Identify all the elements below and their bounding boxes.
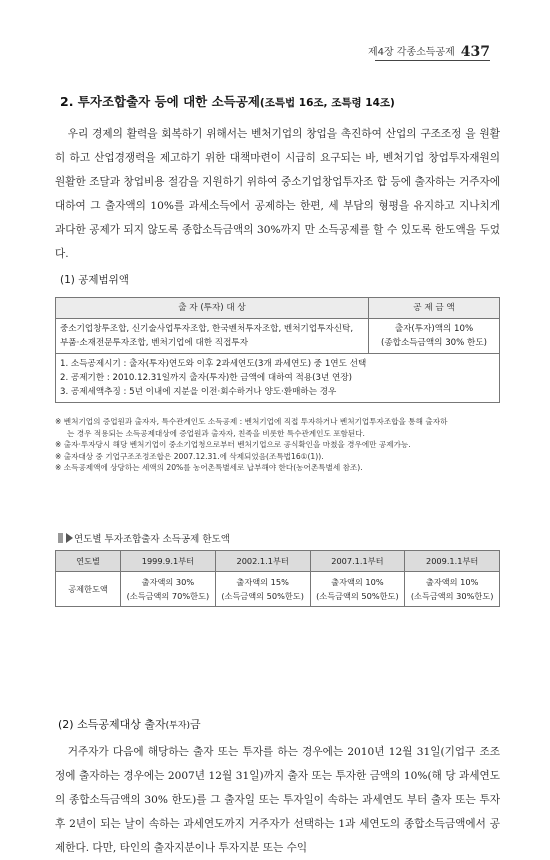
rate-text: 출자액의 30%: [141, 577, 195, 587]
table-row: [56, 354, 500, 403]
body-line: 조조정에 출자하는 경우에는 2007년 12월 31일)까지 출자 또는 투자한 금액의 10%(해: [55, 746, 500, 782]
bar-icon: [58, 533, 63, 543]
limit-text: (소득금액의 30%한도): [410, 591, 494, 601]
table-header-row: [56, 551, 500, 572]
col-header: 1999.9.1부터: [121, 551, 216, 572]
condition-item: 2. 공제기한 : 2010.12.31일까지 출자(투자)한 금액에 대하여 적용(3년 연장): [60, 373, 352, 383]
notes-block: [55, 416, 505, 474]
rate-text: 출자액의 15%: [236, 577, 289, 587]
section-title: [60, 92, 395, 110]
note-item: ※ 출자대상 중 기업구조조정조합은 2007.12.31.에 삭제되었음(조특법16①(1)).: [55, 451, 324, 461]
section-law-reference: (조특법 16조, 조특령 14조): [259, 97, 395, 109]
limit-cell: [310, 572, 405, 607]
limit-text: (소득금액의 50%한도): [316, 591, 399, 601]
intro-line: 부담의 형평을 유지하고 지나치게 과다한 공제가 되지 않도록 종합소득금액의 30%까지: [55, 200, 501, 236]
conditions-cell: [56, 354, 500, 403]
section2-title-text: (2) 소득공제대상 출자: [58, 718, 166, 731]
note-item: ※ 소득공제액에 상당하는 세액의 20%를 농어촌특별세로 납부해야 한다(농어촌특별세 참조).: [55, 463, 363, 472]
col-header: 2002.1.1부터: [215, 551, 310, 572]
amount-rate: 출자(투자)액의 10%: [394, 324, 474, 334]
limit-cell: [215, 572, 310, 607]
col-header: 연도별: [56, 551, 121, 572]
note-item: 는 경우 적용되는 소득공제대상에 증업원과 출자자, 친족을 비롯한 특수관계인도 포함된다.: [67, 428, 365, 438]
condition-item: 1. 소득공제시기 : 출자(투자)연도와 이후 2과세연도(3개 과세연도) 중 1연도 선택: [60, 359, 367, 369]
table-row: [56, 572, 500, 607]
intro-line: 만 소득공제를 할 수 있도록 한도액을 두었다.: [55, 224, 500, 260]
deduction-scope-table: [55, 297, 500, 403]
limit-cell: [121, 572, 216, 607]
intro-line: 합 등에 출자하는 거주자에 대하여 그 출자액의 10%를 과세소득에서 공제하는 한편, 세: [55, 176, 501, 212]
investment-target-cell: 중소기업창투조합, 신기술사업투자조합, 한국벤처투자조합, 벤처기업투자신탁, 부품·소재전문투자조합, 벤처기업에 대한 직접투자: [56, 319, 369, 354]
limit-table-title-text: 연도별 투자조합출자 소득공제 한도액: [74, 534, 230, 545]
page-header: [368, 38, 490, 60]
intro-paragraph: [55, 122, 500, 266]
table-header-row: [56, 298, 500, 319]
body-line: 거주자가 다음에 해당하는 출자 또는 투자를 하는 경우에는 2010년 12월 31일(기업구: [67, 746, 476, 758]
amount-limit: (종합소득금액의 30% 한도): [381, 338, 487, 348]
rate-text: 출자액의 10%: [425, 577, 479, 587]
body-line: 세연도의 종합소득금액에서 공제한다. 다만, 타인의 출자지분이나 투자지분 또는 수익: [55, 818, 500, 854]
col-header: 2007.1.1부터: [310, 551, 405, 572]
section2-title: [58, 716, 201, 732]
scope-title: (1) 공제범위액: [60, 274, 129, 286]
section-title-text: 2. 투자조합출자 등에 대한 소득공제: [60, 94, 260, 109]
note-item: ※ 출자·투자당시 해당 벤처기업이 중소기업청으로부터 벤처기업으로 공식확인을 마쳤을 경우에만 공제가능.: [55, 440, 411, 449]
limit-table-title: [58, 531, 230, 545]
body-paragraph: [55, 740, 500, 860]
limit-text: (소득금액의 70%한도): [126, 591, 210, 601]
deduction-limit-table: [55, 550, 500, 607]
arrow-right-icon: [66, 533, 73, 543]
col-header: 2009.1.1부터: [405, 551, 500, 572]
deduction-amount-cell: [369, 319, 500, 354]
section2-title-suffix: 금: [190, 718, 201, 731]
row-label: 공제한도액: [56, 572, 121, 607]
col-amount-header: 공 제 금 액: [369, 298, 500, 319]
limit-cell: [405, 572, 500, 607]
header-divider: [375, 60, 490, 61]
section2-title-sub: (투자): [165, 721, 191, 731]
table-row: [56, 319, 500, 354]
chapter-title: 제4장 각종소득공제: [367, 47, 455, 58]
intro-line: 우리 경제의 활력을 회복하기 위해서는 벤처기업의 창업을 촉진하여 산업의 구조조정: [67, 128, 462, 140]
body-line: 당 과세연도의 종합소득금액의 30% 한도)를 그 출자일 또는 투자일이 속하는 과세연도: [55, 770, 500, 806]
col-target-header: 출 자 (투자) 대 상: [56, 298, 369, 319]
intro-line: 을 원활히 하고 산업경쟁력을 제고하기 위한 대책마련이 시급히 요구되는 바, 벤처기업: [55, 128, 500, 164]
intro-line: 창업투자재원의 원활한 조달과 창업비용 절감을 지원하기 위하여 중소기업창업투자조: [55, 152, 500, 188]
note-item: ※ 벤처기업의 증업원과 출자자, 특수관계인도 소득공제 : 벤처기업에 직접 투자하거나 벤처기업투자조합을 통해 출자하: [55, 417, 448, 426]
page-number: 437: [460, 44, 490, 60]
limit-text: (소득금액의 50%한도): [221, 591, 304, 601]
body-line: 부터 출자 또는 투자 후 2년이 되는 날이 속하는 과세연도까지 거주자가 선택하는 1과: [55, 794, 500, 830]
condition-item: 3. 공제세액추징 : 5년 이내에 지분을 이전·회수하거나 양도·환매하는 경우: [60, 387, 337, 397]
rate-text: 출자액의 10%: [331, 577, 384, 587]
